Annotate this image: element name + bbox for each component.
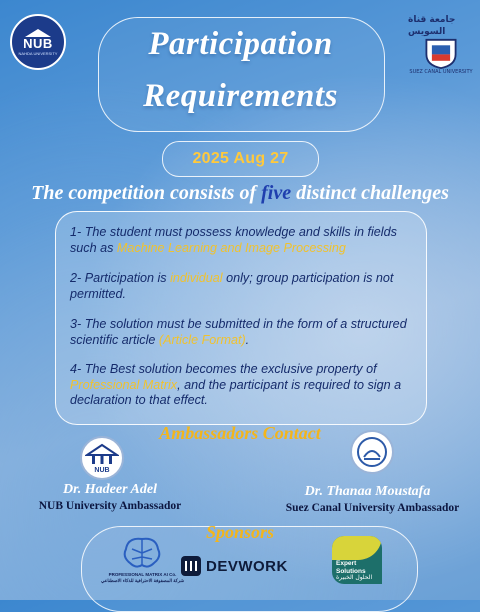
nub-building-icon	[85, 443, 119, 473]
expert-solutions-shape-icon	[332, 536, 382, 560]
emblem-icon	[421, 38, 461, 69]
req-4-text: 4- The Best solution becomes the exclusive property of	[70, 362, 377, 376]
ambassadors-heading: Ambassadors Contact	[159, 423, 321, 443]
req-1-text: 1- The student must possess knowledge and skills in fields such as	[70, 225, 397, 255]
req-3-tail: .	[245, 332, 250, 347]
page-title-line2: Requirements	[143, 78, 338, 114]
req-4-highlight: Professional Matrix	[70, 377, 178, 392]
ambassador-1-name: Dr. Hadeer Adel	[63, 482, 157, 497]
req-2-highlight: individual	[170, 271, 223, 285]
nub-small-logo	[80, 436, 124, 480]
subtitle-before: The competition consists of	[31, 182, 262, 204]
date-badge: 2025 Aug 27	[162, 141, 319, 177]
req-4-tail: , and the participant is required to sign a declaration to that effect.	[70, 377, 402, 407]
subtitle-highlight: five	[261, 182, 292, 204]
ambassador-1-role: NUB University Ambassador	[38, 500, 182, 512]
req-1-highlight: Machine Learning and Image Processing	[116, 240, 346, 255]
brain-icon	[118, 535, 166, 571]
nub-logo-subtitle: NAHDA UNIVERSITY	[18, 50, 58, 56]
page-title-line1: Participation	[148, 26, 333, 62]
requirement-2	[70, 271, 415, 302]
nub-logo	[10, 14, 66, 70]
nub-small-logo-text: NUB	[94, 467, 110, 473]
req-2-tail: only; group participation is not permitted.	[70, 271, 394, 301]
sponsors-heading: Sponsors	[205, 522, 275, 542]
sponsor-1	[100, 572, 185, 584]
requirement-4	[70, 362, 415, 409]
sponsor-2-name: DEVWORK	[206, 557, 288, 575]
nub-logo-text: NUB	[23, 35, 53, 51]
scu-seal-icon	[355, 435, 389, 469]
sponsor-3-name-ar: الحلول الخبيرة	[336, 574, 373, 581]
sponsor-3	[332, 536, 382, 584]
scu-logo-english: SUEZ CANAL UNIVERSITY	[409, 69, 473, 75]
ambassador-2-name: Dr. Thanaa Moustafa	[304, 484, 431, 499]
sponsor-3-name: Expert Solutions	[336, 560, 366, 575]
req-2-text: 2- Participation is	[70, 271, 171, 285]
scu-logo	[408, 14, 474, 76]
requirement-3	[70, 317, 415, 348]
sponsor-2	[180, 555, 288, 577]
requirement-1	[70, 225, 415, 256]
devwork-mark-icon	[180, 555, 202, 577]
ambassador-2-role: Suez Canal University Ambassador	[285, 502, 460, 514]
sponsor-1-name: PROFESSIONAL MATRIX AI Co.	[108, 572, 177, 577]
scu-small-logo	[350, 430, 394, 474]
sponsor-1-name-ar: شركة المصفوفة الاحترافية للذكاء الاصطناعي	[100, 578, 185, 583]
req-3-text: 3- The solution must be submitted in the form of a structured scientific article	[70, 317, 407, 347]
subtitle-after: distinct challenges	[291, 182, 449, 204]
req-3-highlight: (Article Format)	[158, 332, 246, 347]
scu-logo-arabic: جامعة قناة السويس	[408, 15, 456, 37]
subtitle	[0, 182, 480, 205]
